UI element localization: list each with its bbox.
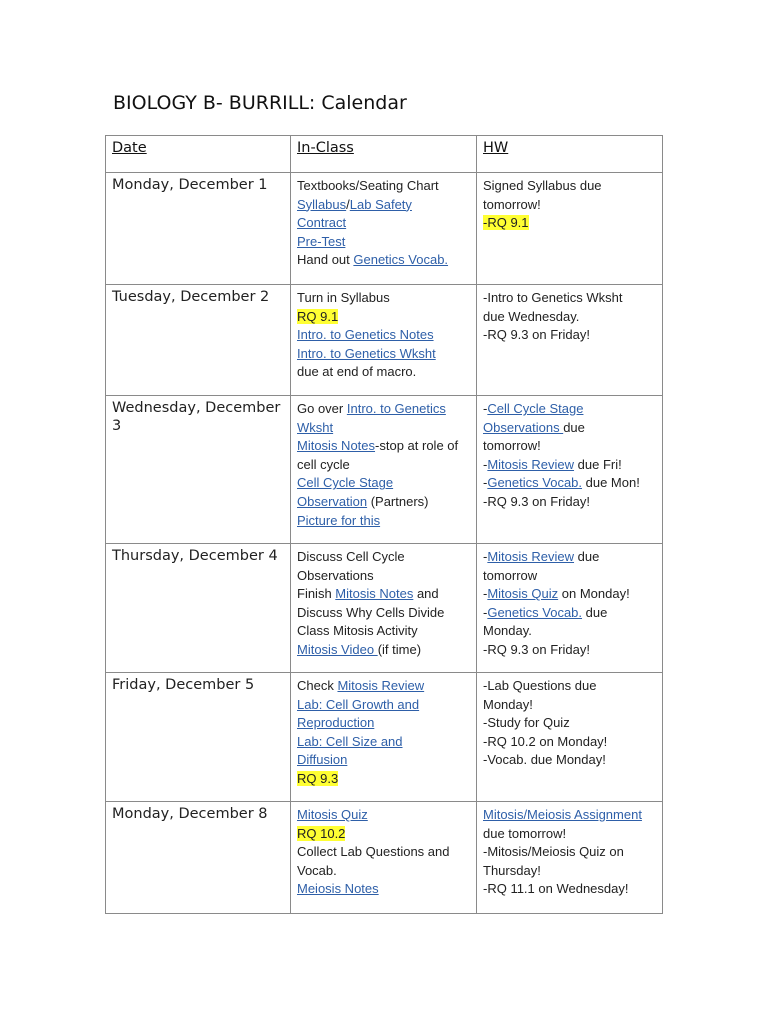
hw-line	[483, 437, 656, 456]
text: due Mon!	[582, 475, 640, 491]
table-row	[106, 544, 663, 673]
in-class-line	[297, 677, 470, 696]
text: due	[574, 549, 600, 564]
in-class-line	[297, 474, 470, 493]
hw-line	[483, 308, 656, 327]
in-class-line	[297, 880, 470, 899]
link[interactable]: Observation	[297, 493, 368, 509]
header-date: Date	[106, 136, 291, 173]
in-class-line	[297, 214, 470, 233]
table-row	[106, 173, 663, 285]
in-class-cell	[291, 802, 477, 914]
text: Turn in Syllabus	[297, 290, 390, 305]
link[interactable]: Diffusion	[297, 752, 348, 768]
link[interactable]: Lab: Cell Growth and	[297, 696, 420, 712]
date-cell: Friday, December 5	[106, 673, 291, 802]
link[interactable]: Pre-Test	[297, 233, 346, 249]
hw-line	[483, 604, 656, 623]
link[interactable]: Cell Cycle Stage	[297, 475, 394, 491]
in-class-line	[297, 493, 470, 512]
text: -RQ 10.2 on Monday!	[483, 733, 608, 749]
link[interactable]: Contract	[297, 215, 347, 231]
text: /	[346, 196, 350, 212]
hw-line	[483, 419, 656, 438]
link[interactable]: Genetics Vocab.	[487, 475, 583, 491]
text: Check	[297, 678, 338, 693]
hw-cell	[477, 802, 663, 914]
date-cell: Monday, December 8	[106, 802, 291, 914]
hw-line	[483, 214, 656, 233]
hw-line	[483, 548, 656, 567]
text: -stop at role of	[375, 438, 459, 454]
hw-line	[483, 567, 656, 586]
link[interactable]: Mitosis Notes	[297, 438, 376, 454]
text: due	[563, 419, 585, 435]
in-class-line	[297, 567, 470, 586]
link[interactable]: Reproduction	[297, 715, 375, 731]
link[interactable]: Wksht	[297, 419, 334, 435]
text: cell cycle	[297, 456, 350, 472]
link[interactable]: Syllabus	[297, 196, 347, 212]
text: -Study for Quiz	[483, 715, 570, 731]
link[interactable]: Mitosis Review	[487, 456, 575, 472]
in-class-line	[297, 862, 470, 881]
highlighted-text: RQ 10.2	[297, 825, 346, 841]
table-row	[106, 673, 663, 802]
hw-line	[483, 696, 656, 715]
date-cell: Thursday, December 4	[106, 544, 291, 673]
in-class-cell	[291, 673, 477, 802]
text: -Lab Questions due	[483, 678, 597, 693]
text: -	[483, 586, 488, 602]
text: -RQ 9.3 on Friday!	[483, 327, 590, 343]
text: Monday!	[483, 696, 533, 712]
hw-line	[483, 474, 656, 493]
in-class-line	[297, 437, 470, 456]
hw-line	[483, 400, 656, 419]
highlighted-text: RQ 9.3	[297, 770, 339, 786]
hw-line	[483, 641, 656, 660]
in-class-cell	[291, 285, 477, 396]
in-class-line	[297, 400, 470, 419]
in-class-line	[297, 843, 470, 862]
text: Observations	[297, 567, 374, 583]
in-class-line	[297, 604, 470, 623]
in-class-line	[297, 251, 470, 270]
hw-line	[483, 196, 656, 215]
hw-line	[483, 843, 656, 862]
link[interactable]: Intro. to Genetics	[346, 401, 446, 416]
hw-line	[483, 714, 656, 733]
header-in-class: In-Class	[291, 136, 477, 173]
link[interactable]: Mitosis Review	[487, 549, 575, 564]
link[interactable]: Intro. to Genetics Wksht	[297, 345, 436, 361]
in-class-line	[297, 326, 470, 345]
hw-cell	[477, 285, 663, 396]
text: -RQ 9.3 on Friday!	[483, 641, 590, 657]
hw-line	[483, 456, 656, 475]
in-class-line	[297, 308, 470, 327]
link[interactable]: Genetics Vocab.	[487, 604, 583, 620]
in-class-line	[297, 751, 470, 770]
in-class-line	[297, 585, 470, 604]
date-cell: Tuesday, December 2	[106, 285, 291, 396]
text: due at end of macro.	[297, 364, 417, 380]
text: Discuss Cell Cycle	[297, 549, 405, 564]
text: -	[483, 549, 488, 564]
in-class-line	[297, 770, 470, 789]
text: due Wednesday.	[483, 308, 580, 324]
calendar-table	[105, 135, 663, 914]
hw-line	[483, 177, 656, 196]
link[interactable]: Mitosis Notes	[335, 586, 414, 602]
header-row	[106, 136, 663, 173]
link[interactable]: Mitosis Video	[297, 641, 378, 657]
in-class-line	[297, 233, 470, 252]
hw-cell	[477, 396, 663, 544]
text: Finish	[297, 586, 336, 602]
link[interactable]: Mitosis Quiz	[487, 586, 559, 602]
hw-line	[483, 806, 656, 825]
in-class-line	[297, 345, 470, 364]
hw-line	[483, 493, 656, 512]
text: Signed Syllabus due	[483, 178, 602, 193]
text: tomorrow	[483, 567, 538, 583]
page-title: BIOLOGY B- BURRILL: Calendar	[113, 92, 407, 114]
text: (Partners)	[367, 493, 429, 509]
link[interactable]: Cell Cycle Stage	[487, 401, 584, 416]
link[interactable]: Observations	[483, 419, 564, 435]
text: due tomorrow!	[483, 825, 567, 841]
text: Go over	[297, 401, 347, 416]
text: -	[483, 401, 488, 416]
in-class-line	[297, 196, 470, 215]
text: and	[413, 586, 439, 602]
link[interactable]: Mitosis/Meiosis Assignment	[483, 807, 642, 822]
hw-line	[483, 862, 656, 881]
hw-cell	[477, 544, 663, 673]
text: -	[483, 604, 488, 620]
text: on Monday!	[558, 586, 630, 602]
hw-line	[483, 622, 656, 641]
link[interactable]: Lab Safety	[349, 196, 412, 212]
in-class-line	[297, 512, 470, 531]
text: Class Mitosis Activity	[297, 623, 418, 639]
text: -Mitosis/Meiosis Quiz on	[483, 844, 624, 860]
text: Discuss Why Cells Divide	[297, 604, 445, 620]
in-class-line	[297, 363, 470, 382]
text: -	[483, 456, 488, 472]
table-row	[106, 396, 663, 544]
text: -	[483, 475, 488, 491]
hw-line	[483, 880, 656, 899]
date-cell: Monday, December 1	[106, 173, 291, 285]
in-class-line	[297, 806, 470, 825]
text: -Intro to Genetics Wksht	[483, 290, 623, 305]
text: Thursday!	[483, 862, 541, 878]
hw-line	[483, 326, 656, 345]
text: -RQ 11.1 on Wednesday!	[483, 881, 629, 897]
hw-line	[483, 677, 656, 696]
in-class-line	[297, 177, 470, 196]
text: tomorrow!	[483, 196, 541, 212]
header-hw: HW	[477, 136, 663, 173]
hw-line	[483, 751, 656, 770]
table-row	[106, 802, 663, 914]
text: Collect Lab Questions and	[297, 844, 450, 860]
in-class-line	[297, 548, 470, 567]
text: Vocab.	[297, 862, 337, 878]
hw-line	[483, 733, 656, 752]
in-class-line	[297, 825, 470, 844]
in-class-cell	[291, 544, 477, 673]
calendar-body	[106, 173, 663, 914]
link[interactable]: Genetics Vocab.	[353, 252, 449, 268]
text: (if time)	[377, 641, 422, 657]
link[interactable]: Intro. to Genetics Notes	[297, 327, 434, 343]
in-class-cell	[291, 396, 477, 544]
link[interactable]: Mitosis Review	[337, 678, 425, 693]
text: Textbooks/Seating Chart	[297, 178, 439, 193]
table-row	[106, 285, 663, 396]
in-class-line	[297, 714, 470, 733]
text: due	[582, 604, 608, 620]
link[interactable]: Mitosis Quiz	[297, 807, 368, 822]
text: Monday.	[483, 623, 532, 639]
text: tomorrow!	[483, 438, 541, 454]
hw-line	[483, 289, 656, 308]
in-class-line	[297, 289, 470, 308]
hw-line	[483, 825, 656, 844]
in-class-line	[297, 733, 470, 752]
in-class-line	[297, 622, 470, 641]
text: -RQ 9.3 on Friday!	[483, 493, 590, 509]
text: Hand out	[297, 252, 354, 268]
highlighted-text: RQ 9.1	[297, 308, 339, 324]
in-class-cell	[291, 173, 477, 285]
text: due Fri!	[574, 456, 622, 472]
link[interactable]: Lab: Cell Size and	[297, 733, 403, 749]
link[interactable]: Meiosis Notes	[297, 881, 379, 897]
in-class-line	[297, 456, 470, 475]
highlighted-text: -RQ 9.1	[483, 215, 529, 231]
in-class-line	[297, 696, 470, 715]
link[interactable]: Picture for this	[297, 512, 381, 528]
hw-cell	[477, 173, 663, 285]
text: -Vocab. due Monday!	[483, 752, 606, 768]
in-class-line	[297, 641, 470, 660]
date-cell: Wednesday, December 3	[106, 396, 291, 544]
hw-cell	[477, 673, 663, 802]
in-class-line	[297, 419, 470, 438]
hw-line	[483, 585, 656, 604]
